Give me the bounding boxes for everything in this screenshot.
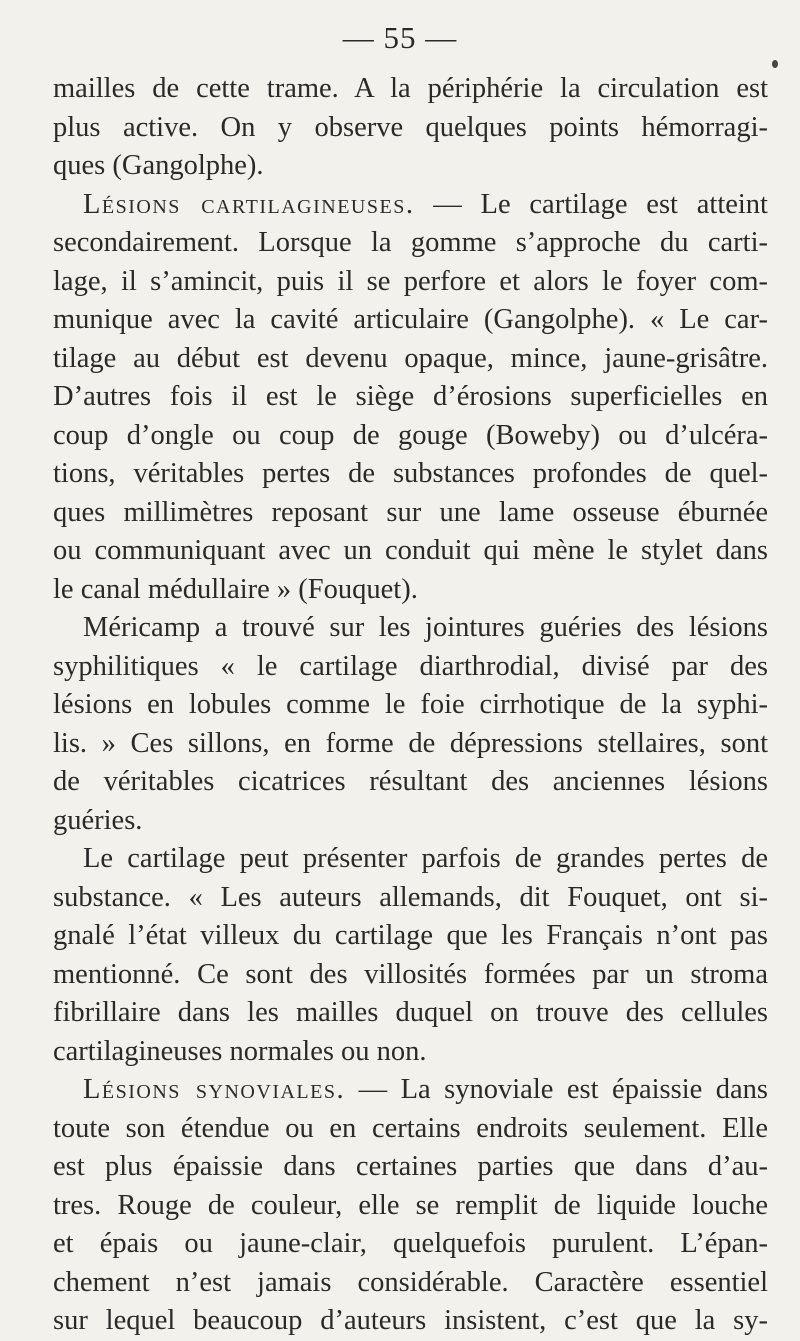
text-line: de véritables cicatrices résultant des anciennes lésions	[53, 766, 768, 797]
text-line: tres. Rouge de couleur, elle se remplit de liquide louche	[53, 1189, 768, 1221]
text-line: cartilagineuses normales ou non.	[53, 1035, 427, 1067]
text-line: lésions en lobules comme le foie cirrhotique de la syphi-	[53, 689, 768, 720]
text-line: Méricamp a trouvé sur les jointures guéries des lésions	[83, 612, 768, 643]
page-number: — 55 —	[342, 20, 458, 55]
text-line: fibrillaire dans les mailles duquel on trouve des cellules	[53, 997, 768, 1028]
text-line: coup d’ongle ou coup de gouge (Boweby) ou d’ulcéra-	[53, 419, 768, 451]
text-line: mailles de cette trame. A la périphérie la circulation est	[53, 73, 768, 104]
text-line: plus active. On y observe quelques points hémorragi-	[53, 111, 768, 143]
text-line: est plus épaissie dans certaines parties que dans d’au-	[53, 1151, 768, 1182]
text-line: ques millimètres reposant sur une lame osseuse éburnée	[53, 496, 768, 528]
text-line: ques (Gangolphe).	[53, 150, 264, 181]
body-text	[53, 70, 768, 1341]
text-line: D’autres fois il est le siège d’érosions superficielles en	[53, 381, 768, 412]
text-line: mentionné. Ce sont des villosités formées par un stroma	[53, 958, 768, 990]
text-line: chement n’est jamais considérable. Caractère essentiel	[53, 1266, 768, 1298]
text-line: ou communiquant avec un conduit qui mène le stylet dans	[53, 535, 768, 566]
text-line: — La synoviale est épaissie dans	[345, 1074, 768, 1105]
text-line: Le cartilage peut présenter parfois de grandes pertes de	[83, 843, 768, 874]
ink-spot	[772, 60, 778, 68]
text-line: lage, il s’amincit, puis il se perfore et alors le foyer com-	[53, 265, 768, 297]
text-line: tilage au début est devenu opaque, mince, jaune-grisâtre.	[53, 342, 768, 374]
text-line: sur lequel beaucoup d’auteurs insistent, c’est que la sy-	[53, 1305, 768, 1336]
text-line: gnalé l’état villeux du cartilage que les Français n’ont pas	[53, 920, 768, 951]
text-line: munique avec la cavité articulaire (Gangolphe). « Le car-	[53, 304, 768, 335]
section-heading-cartilage: Lésions cartilagineuses.	[83, 188, 415, 220]
text-line: tions, véritables pertes de substances profondes de quel-	[53, 458, 768, 489]
section-first-line	[53, 1071, 768, 1110]
text-line: — Le cartilage est atteint	[414, 188, 768, 220]
text-line: et épais ou jaune-clair, quelquefois purulent. L’épan-	[53, 1228, 768, 1259]
text-line: toute son étendue ou en certains endroits seulement. Elle	[53, 1112, 768, 1144]
text-line: lis. » Ces sillons, en forme de dépressions stellaires, sont	[53, 727, 768, 759]
text-line: syphilitiques « le cartilage diarthrodial, divisé par des	[53, 650, 768, 682]
section-heading-synovial: Lésions synoviales.	[83, 1074, 346, 1105]
text-line: guéries.	[53, 804, 143, 836]
text-line: substance. « Les auteurs allemands, dit Fouquet, ont si-	[53, 881, 768, 913]
text-line: le canal médullaire » (Fouquet).	[53, 573, 418, 605]
section-first-line	[53, 186, 768, 225]
text-line: secondairement. Lorsque la gomme s’approche du carti-	[53, 227, 768, 258]
